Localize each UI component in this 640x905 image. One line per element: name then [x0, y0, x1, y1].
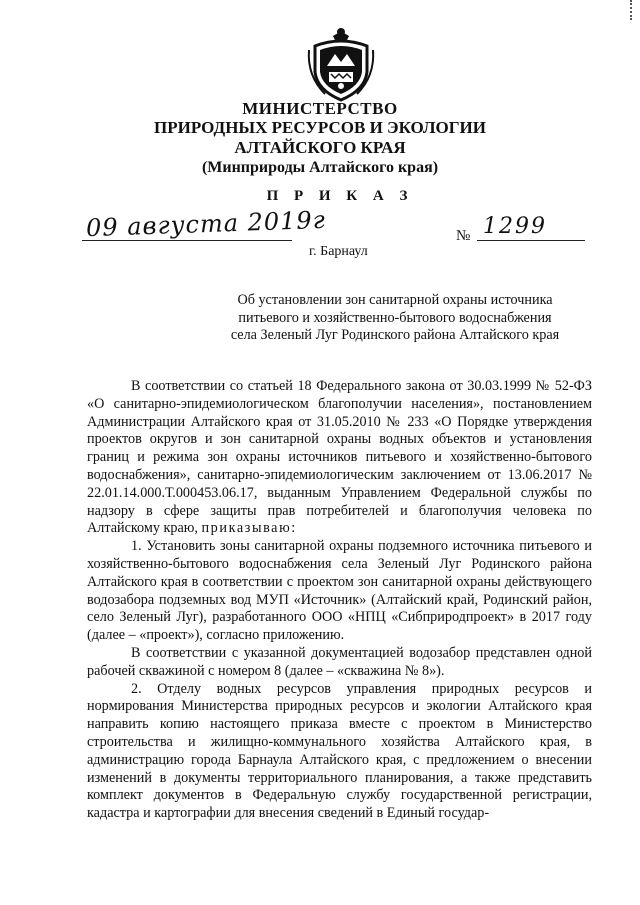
coat-of-arms-emblem: [305, 26, 377, 102]
handwritten-number: 1299: [483, 214, 547, 239]
city: г. Барнаул: [309, 244, 368, 259]
ministry-short-name: (Минприроды Алтайского края): [201, 159, 439, 176]
number-underline: [477, 240, 585, 241]
number-label: №: [456, 228, 471, 244]
title-line: Об установлении зон санитарной охраны источника: [237, 292, 553, 308]
body-paragraph-well: В соответствии с указанной документацией водозабор представлен одной рабочей скважиной с номером 8 (далее – «скважина № 8»).: [87, 644, 592, 679]
document-type: П Р И К А З: [266, 188, 414, 204]
body-paragraph-preamble: [87, 378, 592, 538]
order-word-colon: :: [291, 520, 296, 537]
order-word: приказываю: [201, 520, 292, 537]
document-title: [0, 292, 640, 345]
title-line: села Зеленый Луг Родинского района Алтайского края: [230, 327, 560, 343]
document-body: [87, 378, 592, 823]
ministry-region: АЛТАЙСКОГО КРАЯ: [234, 138, 406, 157]
body-paragraph-2: 2. Отделу водных ресурсов управления природных ресурсов и нормирования Министерства природных ресурсов и экологии Алтайского края направить копию настоящего приказа вместе с проектом в Министерство строительства и жилищно-коммунального хозяйства Алтайского края, в администрацию города Барнаула Алтайского края, с предложением о внесении изменений в документы территориального планирования, а также представить комплект документов в Федеральную службу государственной регистрации, кадастра и картографии для внесения сведений в Единый государ-: [87, 680, 592, 822]
title-line: питьевого и хозяйственно-бытового водоснабжения: [238, 309, 552, 326]
ministry-subtitle: ПРИРОДНЫХ РЕСУРСОВ И ЭКОЛОГИИ: [154, 118, 486, 137]
date-underline: [82, 240, 292, 241]
page-edge-mark: [626, 0, 632, 20]
preamble-text: В соответствии со статьей 18 Федерального закона от 30.03.1999 № 52-ФЗ «О санитарно-эпидемиологическом благополучии населения», постановлением Администрации Алтайского края от 31.05.2010 № 233 «О Порядке утверждения проектов округов и зон санитарной охраны водных объектов и установления границ и режима зон охраны источников питьевого и хозяйственно-бытового водоснабжения», санитарно-эпидемиологическим заключением от 13.06.2017 № 22.01.14.000.Т.000453.06.17, выданным Управлением Федеральной службы по надзору в сфере защиты прав потребителей и благополучия человека по Алтайскому краю,: [87, 378, 592, 537]
ministry-title: МИНИСТЕРСТВО: [242, 99, 398, 118]
handwritten-date: 09 августа 2019г: [85, 205, 327, 243]
body-paragraph-1: 1. Установить зоны санитарной охраны подземного источника питьевого и хозяйственно-бытового водоснабжения села Зеленый Луг Родинского района Алтайского края в соответствии с проектом зон санитарной охраны действующего водозабора подземных вод МУП «Источник» (Алтайский край, Родинский район, село Зеленый Луг), разработанного ООО «НПЦ «Сибприродпроект» в 2017 году (далее – «проект»), согласно приложению.: [87, 538, 592, 644]
